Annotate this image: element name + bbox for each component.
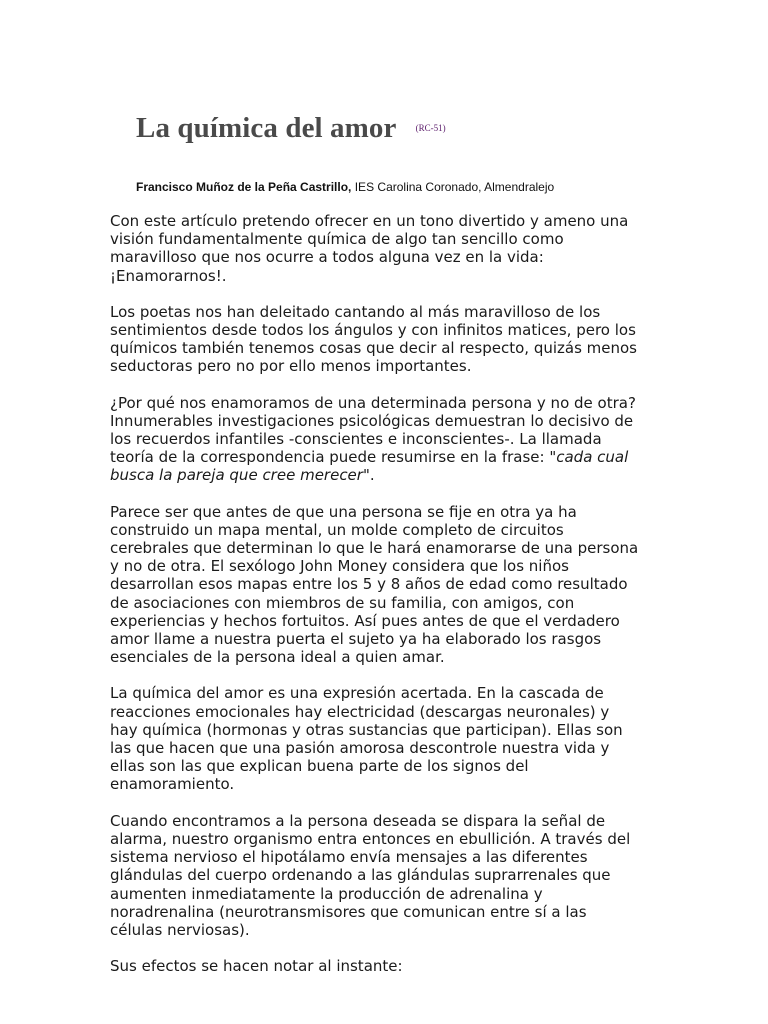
text-line: cerebrales que determinan lo que le hará enamorarse de una persona	[110, 539, 639, 558]
text-line: Innumerables investigaciones psicológicas demuestran lo decisivo de	[110, 411, 634, 430]
text-line: experiencias y hechos fortuitos. Así pues antes de que el verdadero	[110, 611, 620, 630]
paragraph-5	[110, 684, 670, 793]
paragraph-4	[110, 503, 670, 667]
text-line: de asociaciones con miembros de su familia, con amigos, con	[110, 593, 575, 612]
paragraph-3	[110, 394, 670, 485]
text-line: esenciales de la persona ideal a quien amar.	[110, 648, 445, 667]
text-line: Sus efectos se hacen notar al instante:	[110, 957, 403, 976]
text-line: aumenten inmediatamente la producción de adrenalina y	[110, 884, 543, 903]
title-row	[136, 112, 446, 145]
quoted-phrase: busca la pareja que cree merecer	[110, 466, 363, 485]
author-affiliation: IES Carolina Coronado, Almendralejo	[351, 180, 555, 194]
text-line: Cuando encontramos a la persona deseada se dispara la señal de	[110, 811, 606, 830]
text-line: hay química (hormonas y otras sustancias que participan). Ellas son	[110, 720, 623, 739]
text-line: La química del amor es una expresión acertada. En la cascada de	[110, 684, 604, 703]
text-line: maravilloso que nos ocurre a todos alguna vez en la vida:	[110, 248, 544, 267]
text-line: enamoramiento.	[110, 775, 235, 794]
article-body	[110, 212, 670, 993]
text-line	[110, 448, 670, 466]
text-line: células nerviosas).	[110, 920, 250, 939]
document-title: La química del amor	[136, 112, 397, 144]
paragraph-1	[110, 212, 670, 285]
text-line	[110, 466, 670, 484]
text-line: desarrollan esos mapas entre los 5 y 8 años de edad como resultado	[110, 575, 628, 594]
text-segment: ".	[362, 466, 375, 485]
paragraph-7	[110, 957, 670, 975]
text-line: seductoras pero no por ello menos importantes.	[110, 357, 472, 376]
text-line: los recuerdos infantiles -conscientes e inconscientes-. La llamada	[110, 430, 602, 449]
text-line: ¡Enamorarnos!.	[110, 266, 227, 285]
text-line: ellas son las que explican buena parte de los signos del	[110, 757, 529, 776]
text-line: Con este artículo pretendo ofrecer en un tono divertido y ameno una	[110, 212, 629, 230]
paragraph-6	[110, 812, 670, 939]
text-line: noradrenalina (neurotransmisores que comunican entre sí a las	[110, 902, 587, 921]
quoted-phrase: cada cual	[556, 448, 629, 467]
text-line: químicos también tenemos cosas que decir al respecto, quizás menos	[110, 339, 637, 358]
text-line: glándulas del cuerpo ordenando a las glándulas suprarrenales que	[110, 866, 611, 885]
text-line: Los poetas nos han deleitado cantando al más maravilloso de los	[110, 302, 601, 321]
text-line: sistema nervioso el hipotálamo envía mensajes a las diferentes	[110, 848, 588, 867]
text-line: alarma, nuestro organismo entra entonces en ebullición. A través del	[110, 829, 631, 848]
reference-code: (RC-51)	[415, 123, 446, 133]
text-line: construido un mapa mental, un molde completo de circuitos	[110, 520, 564, 539]
text-segment: teoría de la correspondencia puede resumirse en la frase: "	[110, 448, 557, 467]
text-line: Parece ser que antes de que una persona se fije en otra ya ha	[110, 502, 577, 521]
text-line: ¿Por qué nos enamoramos de una determinada persona y no de otra?	[110, 393, 636, 412]
paragraph-2	[110, 303, 670, 376]
author-name: Francisco Muñoz de la Peña Castrillo,	[136, 180, 352, 194]
text-line: reacciones emocionales hay electricidad (descargas neuronales) y	[110, 702, 610, 721]
text-line: y no de otra. El sexólogo John Money considera que los niños	[110, 557, 569, 576]
text-line: visión fundamentalmente química de algo tan sencillo como	[110, 230, 564, 249]
byline	[136, 180, 554, 194]
text-line: sentimientos desde todos los ángulos y con infinitos matices, pero los	[110, 321, 636, 340]
text-line: las que hacen que una pasión amorosa descontrole nuestra vida y	[110, 739, 610, 758]
text-line: amor llame a nuestra puerta el sujeto ya ha elaborado los rasgos	[110, 630, 602, 649]
